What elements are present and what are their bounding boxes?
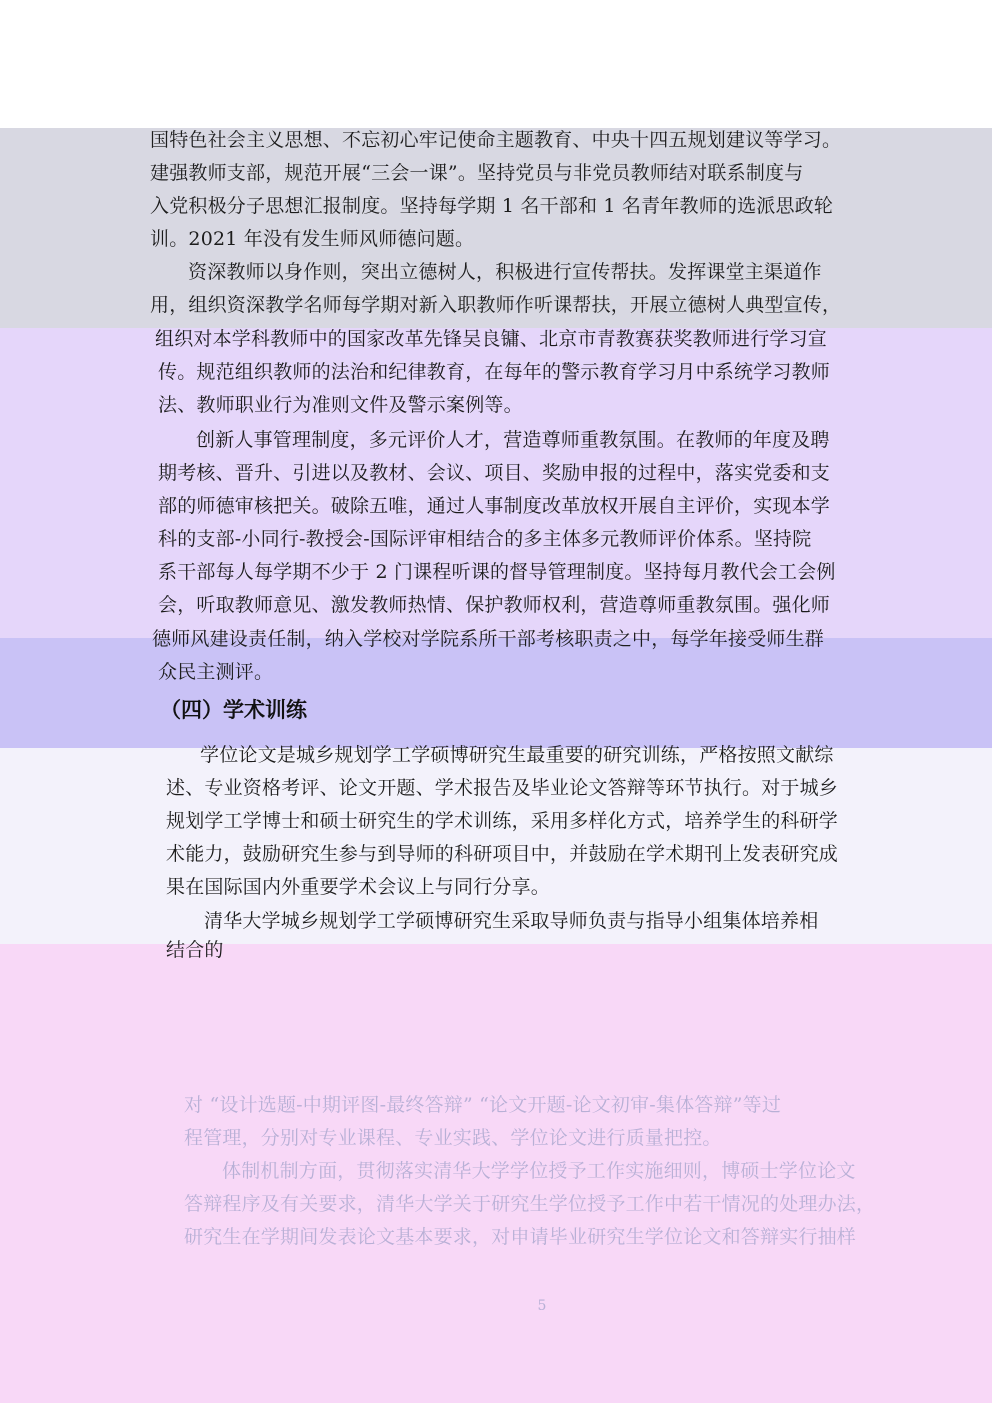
page-number: 5 (537, 1298, 547, 1314)
paragraph-line: 规划学工学博士和硕士研究生的学术训练，采用多样化方式，培养学生的科研学 (166, 810, 839, 832)
paragraph-line: 术能力，鼓励研究生参与到导师的科研项目中，并鼓励在学术期刊上发表研究成 (166, 843, 839, 865)
paragraph-line: 系干部每人每学期不少于 2 门课程听课的督导管理制度。坚持每月教代会工会例 (158, 561, 836, 583)
section-heading: （四）学术训练 (160, 698, 307, 722)
paragraph-line: 入党积极分子思想汇报制度。坚持每学期 1 名干部和 1 名青年教师的选派思政轮 (150, 195, 834, 217)
background-band (0, 638, 992, 748)
paragraph-line: 组织对本学科教师中的国家改革先锋吴良镛、北京市青教赛获奖教师进行学习宣 (155, 328, 828, 350)
paragraph-line: 资深教师以身作则，突出立德树人，积极进行宣传帮扶。发挥课堂主渠道作 (188, 261, 822, 283)
paragraph-line: 对 “设计选题-中期评图-最终答辩” “论文开题-论文初审-集体答辩”等过 (184, 1094, 782, 1116)
paragraph-line: 用，组织资深教学名师每学期对新入职教师作听课帮扶，开展立德树人典型宣传， (150, 294, 842, 316)
paragraph-line: 众民主测评。 (158, 661, 274, 683)
paragraph-line: 清华大学城乡规划学工学硕博研究生采取导师负责与指导小组集体培养相 (204, 910, 819, 932)
paragraph-line: 国特色社会主义思想、不忘初心牢记使命主题教育、中央十四五规划建议等学习。 (150, 129, 842, 151)
paragraph-line: 学位论文是城乡规划学工学硕博研究生最重要的研究训练，严格按照文献综 (200, 744, 834, 766)
paragraph-line: 期考核、晋升、引进以及教材、会议、项目、奖励申报的过程中，落实党委和支 (158, 462, 831, 484)
paragraph-line: 述、专业资格考评、论文开题、学术报告及毕业论文答辩等环节执行。对于城乡 (166, 777, 839, 799)
paragraph-line: 传。规范组织教师的法治和纪律教育，在每年的警示教育学习月中系统学习教师 (158, 361, 831, 383)
paragraph-line: 科的支部-小同行-教授会-国际评审相结合的多主体多元教师评价体系。坚持院 (158, 528, 812, 550)
paragraph-line: 部的师德审核把关。破除五唯，通过人事制度改革放权开展自主评价，实现本学 (158, 495, 831, 517)
paragraph-line: 德师风建设责任制，纳入学校对学院系所干部考核职责之中，每学年接受师生群 (152, 628, 825, 650)
background-band (0, 0, 992, 128)
paragraph-line: 研究生在学期间发表论文基本要求，对申请毕业研究生学位论文和答辩实行抽样 (184, 1226, 857, 1248)
paragraph-line: 建强教师支部，规范开展“三会一课”。坚持党员与非党员教师结对联系制度与 (150, 162, 804, 184)
paragraph-line: 会，听取教师意见、激发教师热情、保护教师权利，营造尊师重教氛围。强化师 (158, 594, 831, 616)
paragraph-line: 体制机制方面，贯彻落实清华大学学位授予工作实施细则，博硕士学位论文 (222, 1160, 856, 1182)
paragraph-line: 程管理，分别对专业课程、专业实践、学位论文进行质量把控。 (184, 1127, 722, 1149)
paragraph-line: 创新人事管理制度，多元评价人才，营造尊师重教氛围。在教师的年度及聘 (196, 429, 830, 451)
paragraph-line: 果在国际国内外重要学术会议上与同行分享。 (166, 876, 551, 898)
paragraph-line: 训。2021 年没有发生师风师德问题。 (150, 228, 475, 250)
paragraph-line: 法、教师职业行为准则文件及警示案例等。 (158, 394, 523, 416)
paragraph-line: 答辩程序及有关要求，清华大学关于研究生学位授予工作中若干情况的处理办法， (184, 1193, 876, 1215)
paragraph-line: 结合的 (166, 939, 224, 961)
